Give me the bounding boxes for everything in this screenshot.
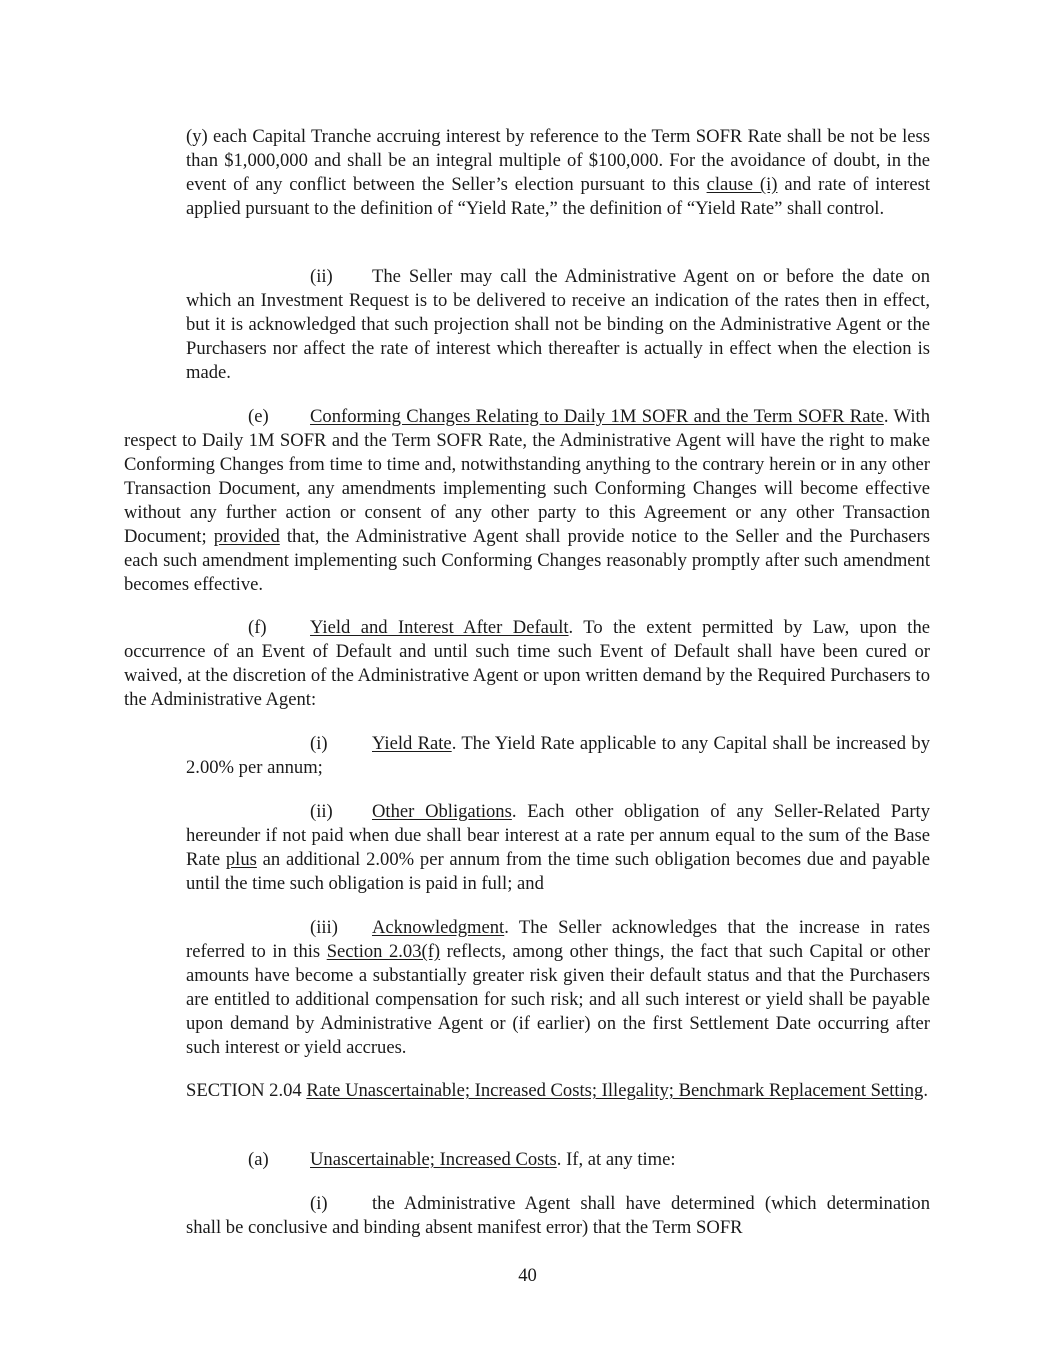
paragraph-text: (y) each Capital Tranche accruing interest by reference to the Term SOFR Rate shall be not be less than $1,000,000 and shall be an integral multiple of $100,000. For the avoidance of doubt, in the event of any conflict between the Seller’s election pursuant to this [186, 126, 930, 195]
section-heading: Conforming Changes Relating to Daily 1M SOFR and the Term SOFR Rate [310, 406, 884, 427]
paragraph-text: and rate of interest applied pursuant to the definition of “Yield Rate,” the definition of “Yield Rate” shall control. [186, 174, 930, 219]
plus-term: plus [225, 849, 257, 870]
section-heading: Acknowledgment [372, 917, 505, 938]
paragraph-capital-tranche [186, 125, 930, 221]
paragraph-e-conforming-changes [124, 405, 930, 597]
provided-term: provided [213, 526, 280, 547]
paragraph-text: the Administrative Agent shall have determined (which determination shall be conclusive and binding absent manifest error) that the Term SOFR [186, 1193, 930, 1238]
item-number: (a) [248, 1149, 269, 1170]
paragraph-text: . With respect to Daily 1M SOFR and the Term SOFR Rate, the Administrative Agent will have the right to make Conforming Changes from time to time and, notwithstanding anything to the contrary herein or in any other Transaction Document, any amendments implementing such Conforming Changes will become effective without any further action or consent of any other party to this Agreement or any other Transaction Document; [124, 406, 930, 547]
paragraph-text: . To the extent permitted by Law, upon the occurrence of an Event of Default and until such time such Event of Default shall have been cured or waived, at the discretion of the Administrative Agent or upon written demand by the Required Purchasers to the Administrative Agent: [124, 617, 930, 710]
paragraph-ii-seller-call [186, 265, 930, 385]
paragraph-text: . [923, 1080, 928, 1101]
section-heading: Yield Rate [372, 733, 452, 754]
clause-i-reference: clause (i) [706, 174, 778, 195]
paragraph-ii-other-obligations [186, 800, 930, 896]
paragraph-text: The Seller may call the Administrative Agent on or before the date on which an Investment Request is to be delivered to receive an indication of the rates then in effect, but it is acknowledged that such projection shall not be binding on the Administrative Agent or the Purchasers nor affect the rate of interest which thereafter is actually in effect when the election is made. [186, 266, 930, 383]
item-number: (ii) [310, 801, 333, 822]
section-heading: Yield and Interest After Default [310, 617, 569, 638]
item-number: (i) [310, 1193, 328, 1214]
paragraph-text: . The Yield Rate applicable to any Capital shall be increased by 2.00% per annum; [186, 733, 930, 778]
section-2-04-heading [124, 1079, 930, 1103]
paragraph-text: . If, at any time: [556, 1149, 676, 1170]
paragraph-text: an additional 2.00% per annum from the time such obligation becomes due and payable until the time such obligation is paid in full; and [186, 849, 930, 894]
item-number: (f) [248, 617, 267, 638]
paragraph-i-determination [186, 1192, 930, 1240]
section-title: Rate Unascertainable; Increased Costs; Illegality; Benchmark Replacement Setting [306, 1080, 924, 1101]
paragraph-text: reflects, among other things, the fact that such Capital or other amounts have become a substantially greater risk given their default status and that the Purchasers are entitled to additional compensation for such risk; and all such interest or yield shall be payable upon demand by Administrative Agent or (if earlier) on the first Settlement Date occurring after such interest or yield accrues. [186, 941, 930, 1058]
item-number: (i) [310, 733, 328, 754]
paragraph-i-yield-rate [186, 732, 930, 780]
paragraph-text: . The Seller acknowledges that the increase in rates referred to in this [186, 917, 930, 962]
item-number: (ii) [310, 266, 333, 287]
paragraph-a-unascertainable [124, 1148, 930, 1172]
page-number: 40 [518, 1265, 537, 1286]
section-label: SECTION 2.04 [186, 1080, 307, 1101]
section-heading: Other Obligations [372, 801, 512, 822]
section-heading: Unascertainable; Increased Costs [310, 1149, 557, 1170]
paragraph-text: that, the Administrative Agent shall provide notice to the Seller and the Purchasers each such amendment implementing such Conforming Changes reasonably promptly after such amendment becomes effective. [124, 526, 930, 595]
item-number: (e) [248, 406, 269, 427]
paragraph-iii-acknowledgment [186, 916, 930, 1060]
paragraph-f-yield-after-default [124, 616, 930, 712]
paragraph-text: . Each other obligation of any Seller-Related Party hereunder if not paid when due shall bear interest at a rate per annum equal to the sum of the Base Rate [186, 801, 930, 870]
item-number: (iii) [310, 917, 338, 938]
section-reference: Section 2.03(f) [326, 941, 441, 962]
